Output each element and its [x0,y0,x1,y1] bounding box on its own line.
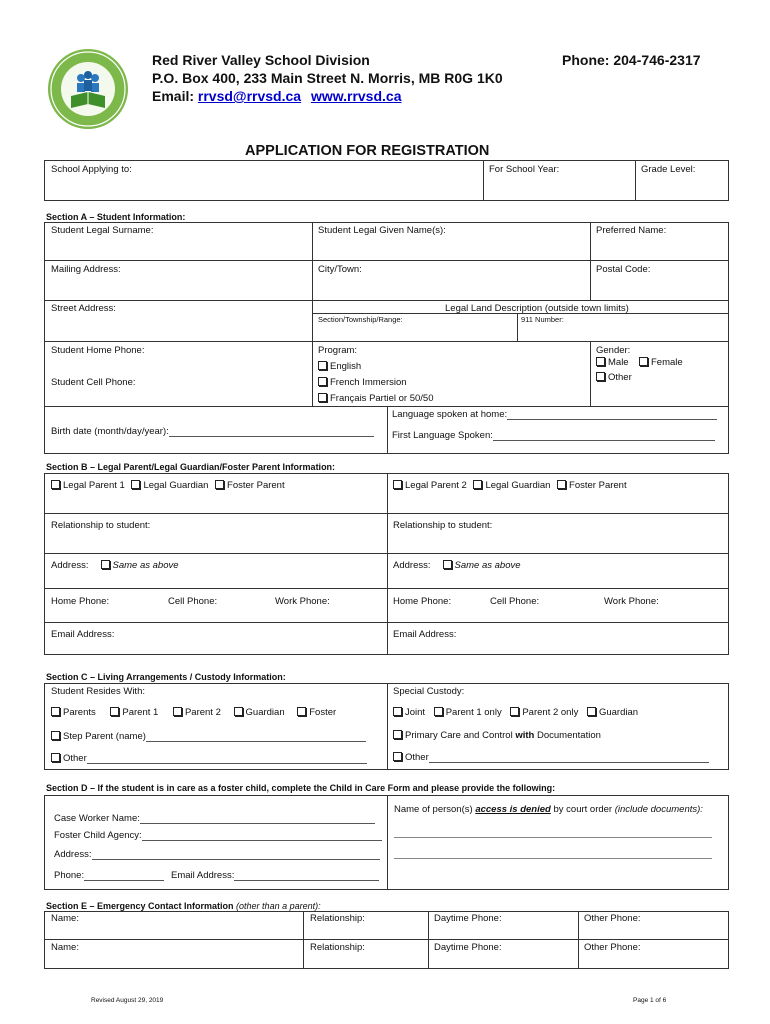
checkbox-icon[interactable] [596,372,605,381]
relationship-field-b[interactable]: Relationship to student: [393,520,493,531]
checkbox-icon[interactable] [51,480,60,489]
resides-options [51,707,336,718]
legal-land-label: Legal Land Description (outside town limits) [445,303,629,314]
checkbox-icon[interactable] [110,707,119,716]
work-phone-field-a[interactable]: Work Phone: [275,596,330,607]
option-label: Parent 1 only [445,707,502,718]
legal-parent-1-option[interactable] [51,480,125,491]
resides-with-label: Student Resides With: [51,686,145,697]
same-as-above-option-b[interactable] [443,560,521,571]
label-part: Name of person(s) [394,804,476,815]
field-label: First Language Spoken: [392,430,493,441]
foster-email-field[interactable] [171,870,379,881]
label-part: (include documents): [614,804,703,815]
email-label: Email: [152,88,195,104]
checkbox-icon[interactable] [434,707,443,716]
title-text: Section E – Emergency Contact Information [46,901,237,911]
checkbox-icon[interactable] [393,480,402,489]
org-name: Red River Valley School Division [152,52,370,68]
cell-phone-field-a[interactable]: Cell Phone: [168,596,218,607]
section-a-title: Section A – Student Information: [46,212,186,222]
cell-phone-field-b[interactable]: Cell Phone: [490,596,540,607]
parent-2-option[interactable] [173,707,221,718]
parent-b-type-options [393,480,627,491]
field-label: Address: [393,560,431,571]
org-email-line [152,88,401,104]
guardian-option[interactable] [234,707,285,718]
student-cell-phone-field[interactable]: Student Cell Phone: [51,377,136,388]
emergency-name-field-1[interactable]: Name: [51,913,79,924]
access-denied-line-1[interactable] [394,837,712,838]
label-part: by court order [550,804,615,815]
checkbox-icon[interactable] [587,707,596,716]
access-denied-emphasis: access is denied [475,804,551,815]
access-denied-label [394,804,703,815]
checkbox-icon[interactable] [639,357,648,366]
foster-phone-field[interactable] [54,870,164,881]
preferred-name-field[interactable]: Preferred Name: [596,225,667,236]
option-label: Joint [405,707,426,718]
foster-option[interactable] [297,707,336,718]
option-label: Male [608,357,629,368]
option-label: Foster Parent [569,480,627,491]
option-label: Primary Care and Control [405,730,516,741]
custody-other-field[interactable] [393,752,709,763]
checkbox-icon[interactable] [234,707,243,716]
checkbox-icon[interactable] [596,357,605,366]
student-surname-field[interactable]: Student Legal Surname: [51,225,154,236]
checkbox-icon[interactable] [510,707,519,716]
emergency-daytime-phone-field-1[interactable]: Daytime Phone: [434,913,502,924]
same-as-above-option-a[interactable] [101,560,179,571]
foster-agency-field[interactable] [54,830,382,841]
address-field-b[interactable] [393,560,521,571]
language-home-field[interactable] [392,409,717,420]
option-label: Parent 2 [184,707,221,718]
emergency-relationship-field-2[interactable]: Relationship: [310,942,365,953]
field-label: Birth date (month/day/year): [51,426,169,437]
checkbox-icon[interactable] [393,707,402,716]
field-label: Language spoken at home: [392,409,508,420]
foster-parent-option-b[interactable] [557,480,627,491]
program-label: Program: [318,345,358,356]
field-label: Foster Child Agency: [54,830,142,841]
form-title: APPLICATION FOR REGISTRATION [245,143,490,159]
field-label: Case Worker Name: [54,813,140,824]
revised-date: Revised August 29, 2019 [91,997,164,1004]
checkbox-icon[interactable] [318,377,327,386]
checkbox-icon[interactable] [131,480,140,489]
checkbox-icon[interactable] [393,752,402,761]
option-label: Same as above [112,560,179,571]
foster-address-field[interactable] [54,849,380,860]
step-parent-field[interactable] [51,731,366,742]
option-label: Legal Parent 1 [63,480,125,491]
option-label-bold: with [515,730,535,741]
checkbox-icon[interactable] [318,393,327,402]
option-label: Parent 2 only [522,707,579,718]
parent-1-option[interactable] [110,707,158,718]
checkbox-icon[interactable] [318,361,327,370]
city-town-field[interactable]: City/Town: [318,264,362,275]
option-label: French Immersion [330,377,407,388]
home-phone-field-a[interactable]: Home Phone: [51,596,110,607]
case-worker-field[interactable] [54,813,375,824]
checkbox-icon[interactable] [173,707,182,716]
school-info-box [44,160,729,201]
emergency-relationship-field-1[interactable]: Relationship: [310,913,365,924]
gender-male-option[interactable] [596,357,629,368]
org-phone: Phone: 204-746-2317 [562,52,701,68]
legal-parent-2-option[interactable] [393,480,467,491]
checkbox-icon[interactable] [51,753,60,762]
email-field-a[interactable]: Email Address: [51,629,115,640]
page-number: Page 1 of 6 [633,997,667,1004]
mailing-address-field[interactable]: Mailing Address: [51,264,121,275]
title-note: (other than a parent): [236,901,321,911]
custody-guardian-option[interactable] [587,707,638,718]
option-label: Guardian [598,707,639,718]
option-label: Legal Parent 2 [405,480,467,491]
email-field-b[interactable]: Email Address: [393,629,457,640]
option-label: Parents [63,707,96,718]
program-french-option[interactable] [318,377,407,388]
checkbox-icon[interactable] [215,480,224,489]
option-label: Français Partiel or 50/50 [330,393,434,404]
checkbox-icon[interactable] [51,707,60,716]
field-label: Phone: [54,870,85,881]
option-label: Guardian [245,707,285,718]
option-label: Legal Guardian [485,480,551,491]
special-custody-label: Special Custody: [393,686,465,697]
checkbox-icon[interactable] [393,730,402,739]
emergency-other-phone-field-2[interactable]: Other Phone: [584,942,641,953]
field-label: Other [63,753,87,764]
parent-1-only-option[interactable] [434,707,502,718]
program-francais-option[interactable] [318,393,434,404]
option-label: Documentation [534,730,601,741]
school-year-field[interactable]: For School Year: [489,164,560,175]
field-label: Step Parent (name) [63,731,146,742]
foster-parent-option-a[interactable] [215,480,285,491]
legal-guardian-option-a[interactable] [131,480,208,491]
checkbox-icon[interactable] [473,480,482,489]
parents-option[interactable] [51,707,96,718]
option-label: Foster Parent [227,480,285,491]
gender-female-option[interactable] [639,357,683,368]
option-label: English [330,361,362,372]
option-label: Female [651,357,683,368]
option-label: Legal Guardian [143,480,209,491]
option-label: Same as above [454,560,521,571]
checkbox-icon[interactable] [443,560,452,569]
access-denied-line-2[interactable] [394,858,712,859]
work-phone-field-b[interactable]: Work Phone: [604,596,659,607]
section-township-field[interactable]: Section/Township/Range: [318,315,403,324]
parent-a-type-options [51,480,285,491]
gender-label: Gender: [596,345,631,356]
school-division-logo [47,48,129,130]
field-label: Email Address: [171,870,235,881]
relationship-field-a[interactable]: Relationship to student: [51,520,151,531]
emergency-other-phone-field-1[interactable]: Other Phone: [584,913,641,924]
field-label: Address: [54,849,92,860]
emergency-daytime-phone-field-2[interactable]: Daytime Phone: [434,942,502,953]
parent-2-only-option[interactable] [510,707,578,718]
option-label: Other [608,372,632,383]
email-link[interactable]: rrvsd@rrvsd.ca [197,88,302,104]
checkbox-icon[interactable] [101,560,110,569]
address-field-a[interactable] [51,560,179,571]
custody-options [393,707,638,718]
emergency-name-field-2[interactable]: Name: [51,942,79,953]
field-label: Address: [51,560,89,571]
program-english-option[interactable] [318,361,361,372]
gender-other-option[interactable] [596,372,632,383]
field-label: Other [405,752,429,763]
first-language-field[interactable] [392,430,715,441]
birth-date-field[interactable] [51,426,374,437]
home-phone-field-b[interactable]: Home Phone: [393,596,452,607]
section-e-title [46,901,321,911]
student-home-phone-field[interactable]: Student Home Phone: [51,345,145,356]
joint-option[interactable] [393,707,425,718]
legal-guardian-option-b[interactable] [473,480,550,491]
section-c-title: Section C – Living Arrangements / Custody Information: [46,672,286,682]
option-label: Parent 1 [122,707,159,718]
school-applying-field[interactable]: School Applying to: [51,164,132,175]
postal-code-field[interactable]: Postal Code: [596,264,651,275]
option-label: Foster [309,707,337,718]
checkbox-icon[interactable] [297,707,306,716]
grade-level-field[interactable]: Grade Level: [641,164,696,175]
street-address-field[interactable]: Street Address: [51,303,116,314]
checkbox-icon[interactable] [557,480,566,489]
org-address: P.O. Box 400, 233 Main Street N. Morris, MB R0G 1K0 [152,70,503,86]
primary-care-option[interactable] [393,730,601,741]
student-given-name-field[interactable]: Student Legal Given Name(s): [318,225,446,236]
resides-other-field[interactable] [51,753,367,764]
section-b-title: Section B – Legal Parent/Legal Guardian/Foster Parent Information: [46,462,336,472]
section-d-title: Section D – If the student is in care as a foster child, complete the Child in Care Form and please provide the following: [46,783,556,793]
number-911-field[interactable]: 911 Number: [521,315,564,324]
website-link[interactable]: www.rrvsd.ca [310,88,402,104]
checkbox-icon[interactable] [51,731,60,740]
